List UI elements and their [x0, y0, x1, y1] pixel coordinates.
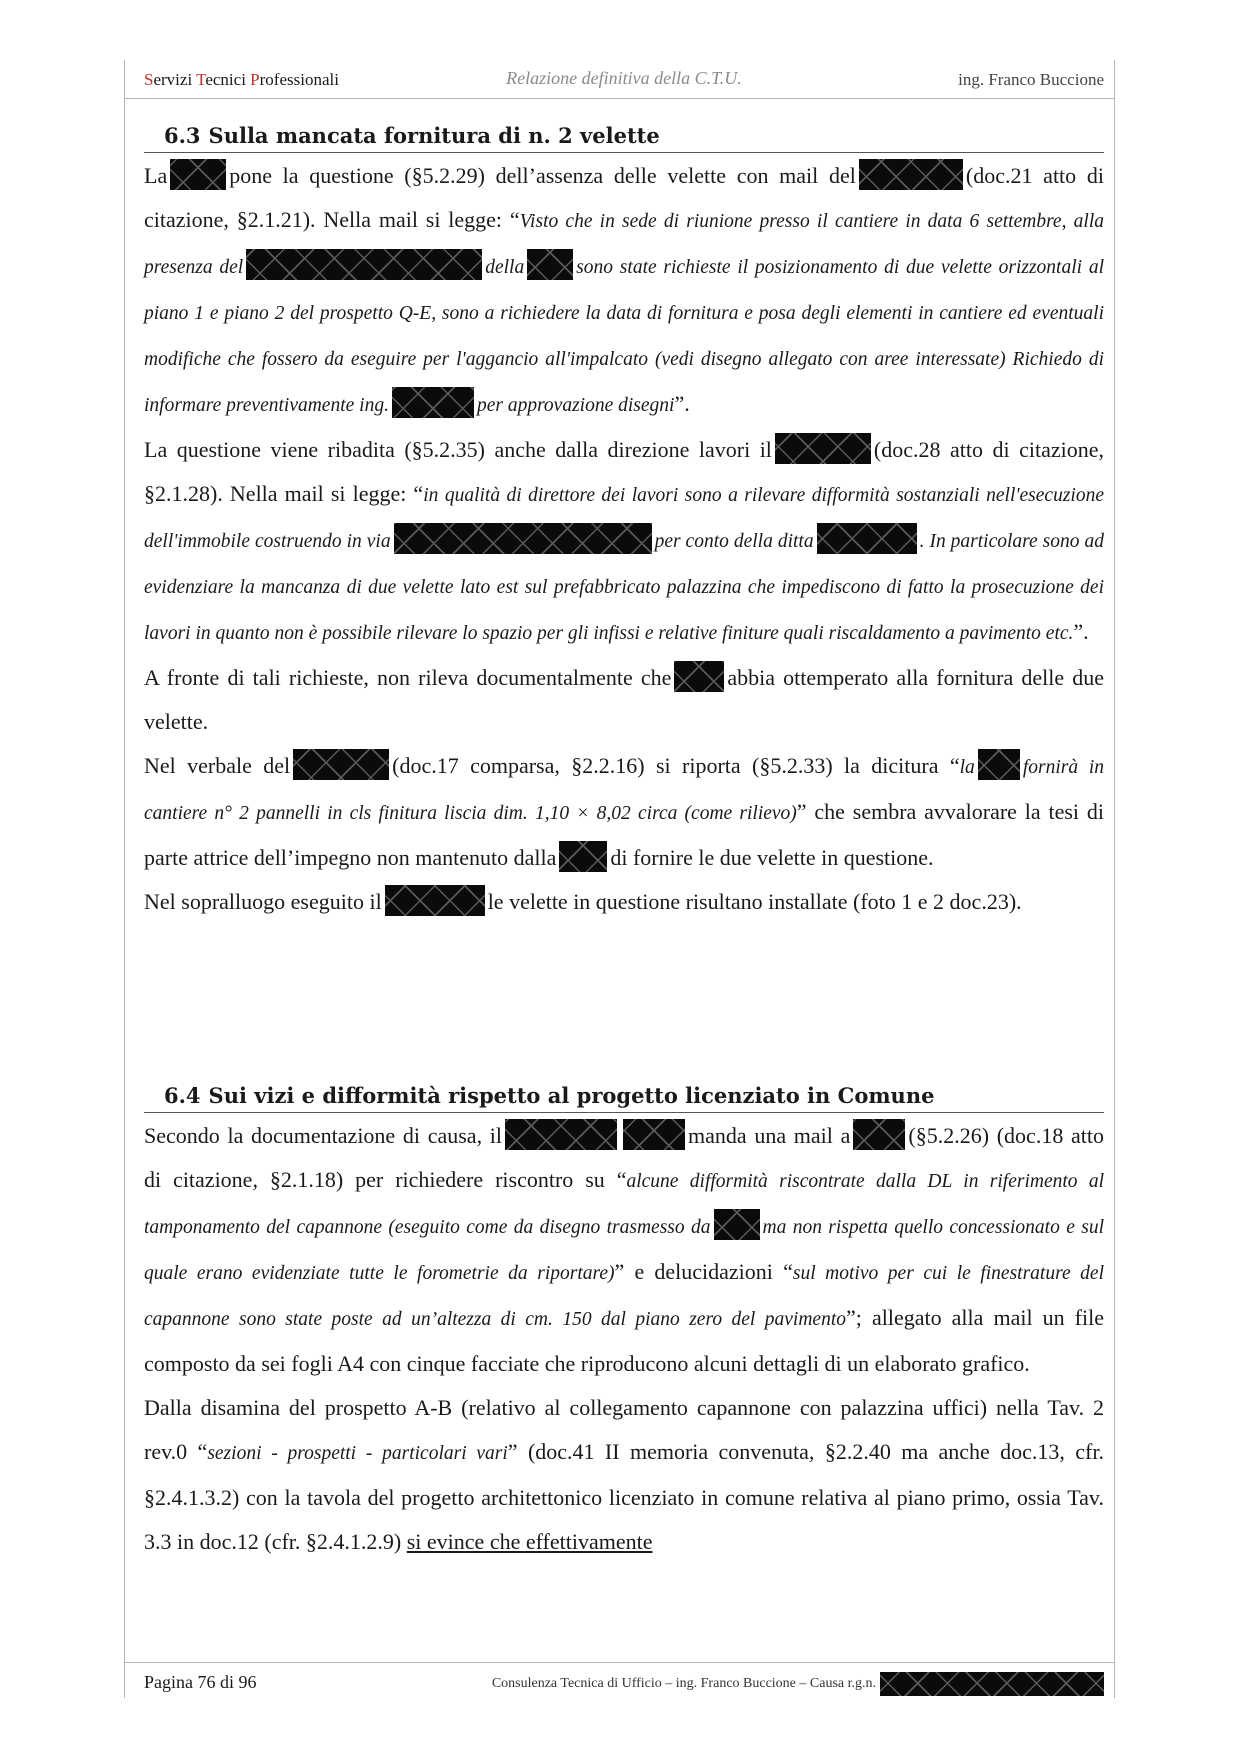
- redaction-block: [559, 841, 607, 872]
- header-initial: S: [144, 70, 154, 89]
- redaction-block: [853, 1119, 905, 1150]
- paragraph: A fronte di tali richieste, non rileva documentalmente che abbia ottemperato alla fornitura delle due velette.: [144, 656, 1104, 744]
- redaction-block: [859, 159, 963, 190]
- redaction-block: [170, 159, 226, 190]
- page-header: [144, 66, 1104, 94]
- redaction-block: [293, 749, 389, 780]
- redaction-block: [880, 1672, 1104, 1696]
- header-initial: T: [196, 70, 206, 89]
- redaction-block: [775, 433, 871, 464]
- redaction-block: [392, 387, 474, 418]
- paragraph: La pone la questione (§5.2.29) dell’assenza delle velette con mail del (doc.21 atto di citazione, §2.1.21). Nella mail si legge: “Visto che in sede di riunione presso il cantiere in data 6 settembre, alla presenza del della sono state richieste il posizionamento di due velette orizzontali al piano 1 e piano 2 del prospetto Q-E, sono a richiedere la data di fornitura e posa degli elementi in cantiere ed eventuali modifiche che fossero da eseguire per l'aggancio all'impalcato (vedi disegno allegato con aree interessate) Richiedo di informare preventivamente ing. per approvazione disegni”.: [144, 154, 1104, 428]
- paragraph: Secondo la documentazione di causa, il manda una mail a (§5.2.26) (doc.18 atto di citazione, §2.1.18) per richiedere riscontro su “alcune difformità riscontrate dalla DL in riferimento al tamponamento del capannone (eseguito come da disegno trasmesso da ma non rispetta quello concessionato e sul quale erano evidenziate tutte le forometrie da riportare)” e delucidazioni “sul motivo per cui le finestrature del capannone sono state poste ad un’altezza di cm. 150 dal piano zero del pavimento”; allegato alla mail un file composto da sei fogli A4 con cinque facciate che riproducono alcuni dettagli di un elaborato grafico.: [144, 1114, 1104, 1386]
- header-text: ecnici: [205, 70, 251, 89]
- section-title: Sulla mancata fornitura di n. 2 velette: [208, 123, 660, 148]
- header-initial: P: [250, 70, 260, 89]
- section-body-6-4: [144, 1114, 1104, 1564]
- redaction-block: [817, 523, 917, 554]
- redaction-block: [674, 661, 724, 692]
- paragraph: Nel sopralluogo eseguito il le velette in questione risultano installate (foto 1 e 2 doc.23).: [144, 880, 1104, 924]
- section-heading-6-3: [144, 120, 1104, 153]
- redaction-block: [505, 1119, 617, 1150]
- page-footer: [144, 1668, 1104, 1696]
- footer-divider: [124, 1662, 1114, 1663]
- redaction-block: [246, 249, 482, 280]
- footer-legal: Consulenza Tecnica di Ufficio – ing. Franco Buccione – Causa r.g.n.: [492, 1672, 1104, 1696]
- page-frame-right: [1114, 60, 1115, 1698]
- header-text: ervizi: [153, 70, 197, 89]
- redaction-block: [714, 1209, 760, 1240]
- section-number: 6.3: [164, 123, 201, 148]
- page-number: Pagina 76 di 96: [144, 1672, 257, 1692]
- redaction-block: [527, 249, 573, 280]
- section-heading-6-4: [144, 1080, 1104, 1113]
- header-text: rofessionali: [259, 70, 339, 89]
- redaction-block: [978, 749, 1020, 780]
- paragraph: La questione viene ribadita (§5.2.35) anche dalla direzione lavori il (doc.28 atto di citazione, §2.1.28). Nella mail si legge: “in qualità di direttore dei lavori sono a rilevare difformità sostanziali nell'esecuzione dell'immobile costruendo in via per conto della ditta . In particolare sono ad evidenziare la mancanza di due velette lato est sul prefabbricato palazzina che impediscono di fatto la prosecuzione dei lavori in quanto non è possibile rilevare lo spazio per gli infissi e relative finiture quali riscaldamento a pavimento etc.”.: [144, 428, 1104, 656]
- section-number: 6.4: [164, 1083, 201, 1108]
- redaction-block: [394, 523, 652, 554]
- paragraph: Nel verbale del (doc.17 comparsa, §2.2.16) si riporta (§5.2.33) la dicitura “la fornirà in cantiere n° 2 pannelli in cls finitura liscia dim. 1,10 × 8,02 circa (come rilievo)” che sembra avvalorare la tesi di parte attrice dell’impegno non mantenuto dalla di fornire le due velette in questione.: [144, 744, 1104, 880]
- section-body-6-3: [144, 154, 1104, 924]
- redaction-block: [623, 1119, 685, 1150]
- page-frame-left: [124, 60, 125, 1698]
- paragraph: Dalla disamina del prospetto A-B (relativo al collegamento capannone con palazzina uffici) nella Tav. 2 rev.0 “sezioni - prospetti - particolari vari” (doc.41 II memoria convenuta, §2.2.40 ma anche doc.13, cfr. §2.4.1.3.2) con la tavola del progetto architettonico licenziato in comune relativa al piano primo, ossia Tav. 3.3 in doc.12 (cfr. §2.4.1.2.9) si evince che effettivamente: [144, 1395, 1104, 1554]
- section-title: Sui vizi e difformità rispetto al progetto licenziato in Comune: [208, 1083, 935, 1108]
- header-divider: [124, 98, 1114, 99]
- redaction-block: [385, 885, 485, 916]
- header-center: Relazione definitiva della C.T.U.: [506, 68, 742, 88]
- header-right: ing. Franco Buccione: [958, 70, 1104, 89]
